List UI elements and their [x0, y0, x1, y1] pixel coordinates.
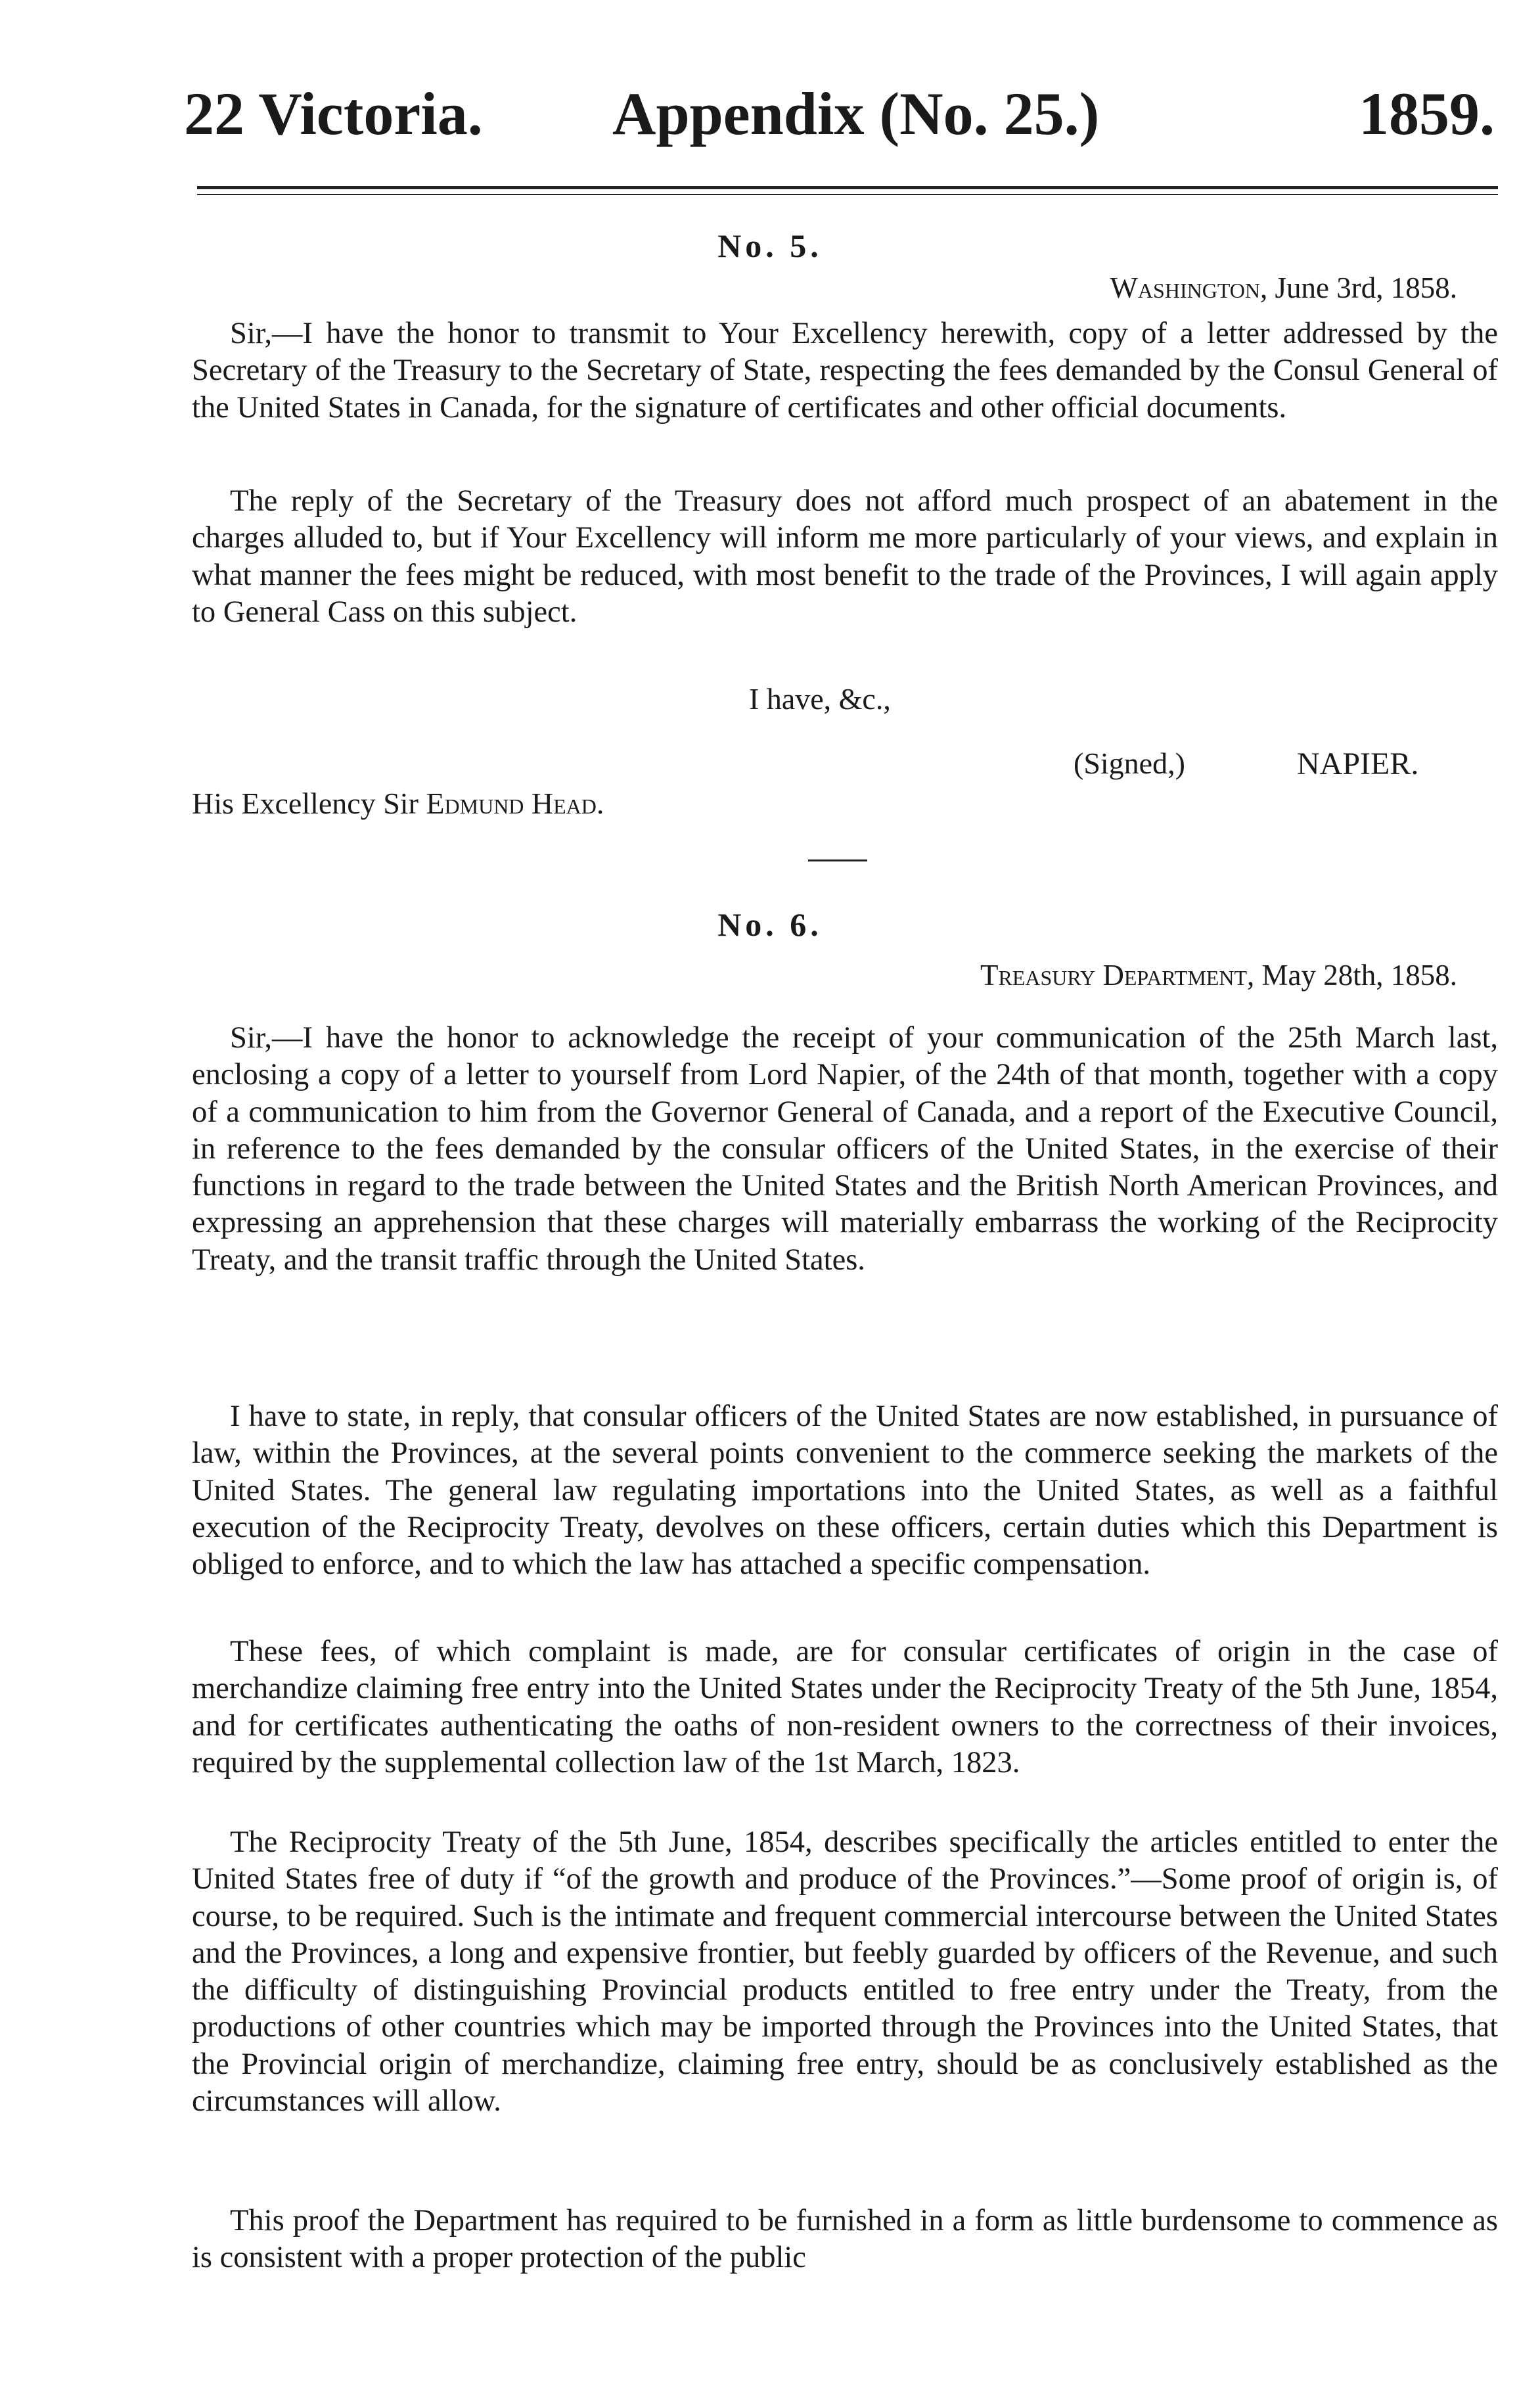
letter-5-closing: I have, &c., [749, 682, 891, 716]
letter-6-place: Treasury Department, [980, 959, 1255, 992]
section-divider [808, 859, 867, 861]
letter-5-addressee [192, 786, 604, 821]
letter-5-paragraph-1: Sir,—I have the honor to transmit to Your Excellency herewith, copy of a letter addressed by the Secretary of the Treasury to the Secretary of State, respecting the fees demanded by the Consul General of the United States in Canada, for the signature of certificates and other official documents. [192, 317, 1498, 424]
page-header [184, 78, 1495, 150]
header-session: 22 Victoria. [184, 80, 483, 147]
letter-6-paragraph-1: Sir,—I have the honor to acknowledge the receipt of your communication of the 25th March last, enclosing a copy of a letter to yourself from Lord Napier, of the 24th of that month, together with a copy of a communication to him from the Governor General of Canada, and a report of the Executive Council, in reference to the fees demanded by the consular officers of the United States, in the exercise of their functions in regard to the trade between the United States and the British North American Provinces, and expressing an apprehension that these charges will materially embarrass the working of the Reciprocity Treaty, and the transit traffic through the United States. [192, 1021, 1498, 1277]
letter-6-date: May 28th, 1858. [1261, 959, 1457, 992]
addressee-name: Edmund Head. [426, 787, 604, 820]
letter-5-signer: NAPIER. [1297, 746, 1419, 781]
letter-5-signed-label: (Signed,) [1074, 746, 1185, 780]
letter-6-paragraph-5: This proof the Department has required to be furnished in a form as little burdensome to commence as is consistent with a proper protection of the public [192, 2204, 1498, 2275]
letter-6-paragraph-3: These fees, of which complaint is made, are for consular certificates of origin in the case of merchandize claiming free entry into the United States under the Reciprocity Treaty of the 5th June, 1854, and for certificates authenticating the oaths of non-resident owners to the correctness of their invoices, required by the supplemental collection law of the 1st March, 1823. [192, 1635, 1498, 1779]
letter-6-paragraph-2: I have to state, in reply, that consular officers of the United States are now established, in pursuance of law, within the Provinces, at the several points convenient to the commerce seeking the markets of the United States. The general law regulating importations into the United States, as well as a faithful execution of the Reciprocity Treaty, devolves on these officers, certain duties which this Department is obliged to enforce, and to which the law has attached a specific compensation. [192, 1400, 1498, 1582]
addressee-prefix: His Excellency Sir [192, 787, 419, 820]
letter-5-paragraph-2: The reply of the Secretary of the Treasury does not afford much prospect of an abatement in the charges alluded to, but if Your Excellency will inform me more particularly of your views, and explain in what manner the fees might be reduced, with most benefit to the trade of the Provinces, I will again apply to General Cass on this subject. [192, 484, 1498, 629]
letter-6-heading: No. 6. [717, 906, 823, 943]
letter-5-heading: No. 5. [717, 227, 823, 264]
letter-6-dateline [980, 958, 1457, 992]
header-rule-thick [197, 186, 1498, 189]
header-appendix: Appendix (No. 25.) [612, 80, 1100, 147]
letter-6-paragraph-4: The Reciprocity Treaty of the 5th June, 1854, describes specifically the articles entitled to enter the United States free of duty if “of the growth and produce of the Provinces.”—Some proof of origin is, of course, to be required. Such is the intimate and frequent commercial intercourse between the United States and the Provinces, a long and expensive frontier, but feebly guarded by officers of the Revenue, and such the difficulty of distinguishing Provincial products entitled to free entry under the Treaty, from the productions of other countries which may be imported through the Provinces into the United States, that the Provincial origin of merchandize, claiming free entry, should be as conclusively established as the circumstances will allow. [192, 1825, 1498, 2119]
header-year: 1859. [1359, 80, 1495, 147]
letter-5-place: Washington, [1110, 271, 1268, 304]
letter-5-date: June 3rd, 1858. [1275, 271, 1457, 304]
letter-5-dateline [1110, 271, 1457, 305]
header-rule-thin [197, 194, 1498, 195]
